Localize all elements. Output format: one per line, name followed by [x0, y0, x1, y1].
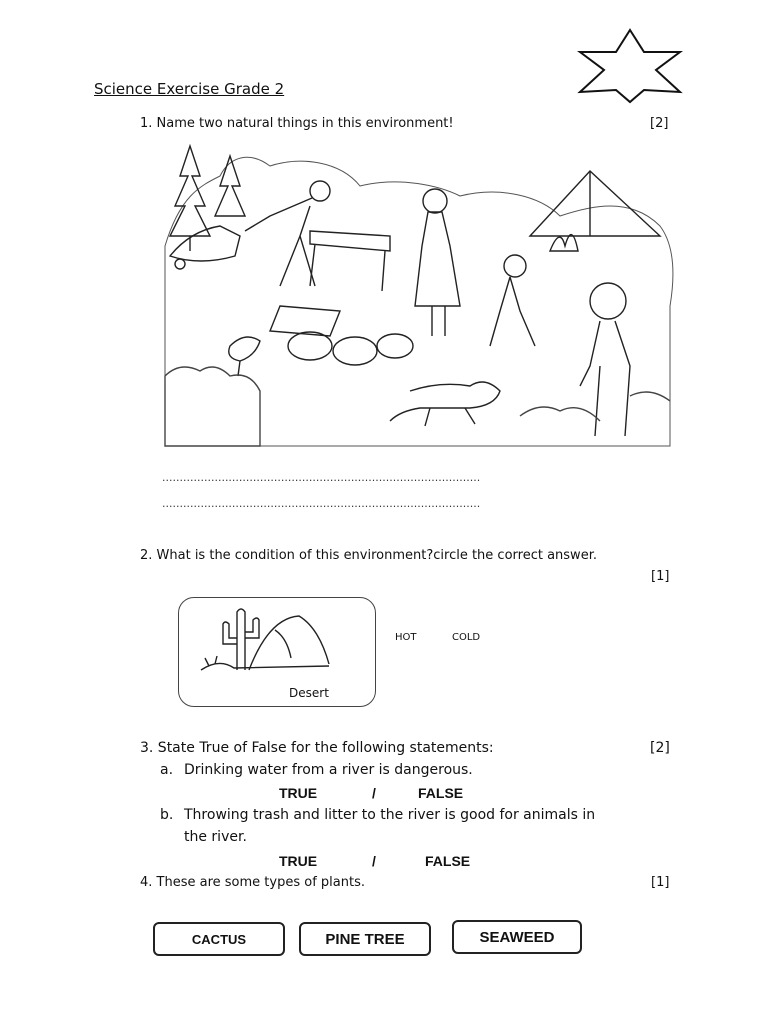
statement-a-false[interactable]: FALSE [418, 785, 464, 801]
question-1-text: 1. Name two natural things in this environment! [140, 116, 454, 131]
question-4-marks: [1] [651, 875, 670, 890]
desert-cactus-icon [179, 598, 375, 706]
statement-a-text: Drinking water from a river is dangerous. [184, 762, 473, 778]
option-cold[interactable]: COLD [452, 632, 481, 643]
page-title: Science Exercise Grade 2 [94, 80, 285, 98]
desert-image-frame [178, 597, 376, 707]
statement-b-text-line1: Throwing trash and litter to the river is good for animals in [184, 807, 596, 823]
statement-b-false[interactable]: FALSE [425, 853, 471, 869]
statement-a-slash: / [372, 785, 376, 801]
statement-b-slash: / [372, 853, 376, 869]
question-2-marks: [1] [651, 569, 670, 584]
plant-card-cactus[interactable]: CACTUS [153, 922, 285, 956]
statement-b-label: b. [160, 807, 174, 823]
plant-card-pine-tree[interactable]: PINE TREE [299, 922, 431, 956]
option-hot[interactable]: HOT [395, 632, 417, 643]
star-icon [576, 28, 684, 104]
question-4-text: 4. These are some types of plants. [140, 875, 365, 890]
desert-caption: Desert [289, 686, 329, 700]
statement-b-text-line2: the river. [184, 829, 247, 845]
statement-b-true[interactable]: TRUE [279, 853, 318, 869]
answer-line-2[interactable]: ........................................................................................... [162, 497, 481, 510]
statement-a-true[interactable]: TRUE [279, 785, 318, 801]
plant-card-seaweed[interactable]: SEAWEED [452, 920, 582, 954]
park-scene-illustration [160, 136, 680, 458]
question-2-text: 2. What is the condition of this environment?circle the correct answer. [140, 548, 597, 563]
question-3-text: 3. State True of False for the following statements: [140, 740, 494, 756]
question-1-marks: [2] [650, 116, 669, 131]
answer-line-1[interactable]: ........................................................................................... [162, 471, 481, 484]
question-3-marks: [2] [650, 740, 670, 756]
statement-a-label: a. [160, 762, 174, 778]
